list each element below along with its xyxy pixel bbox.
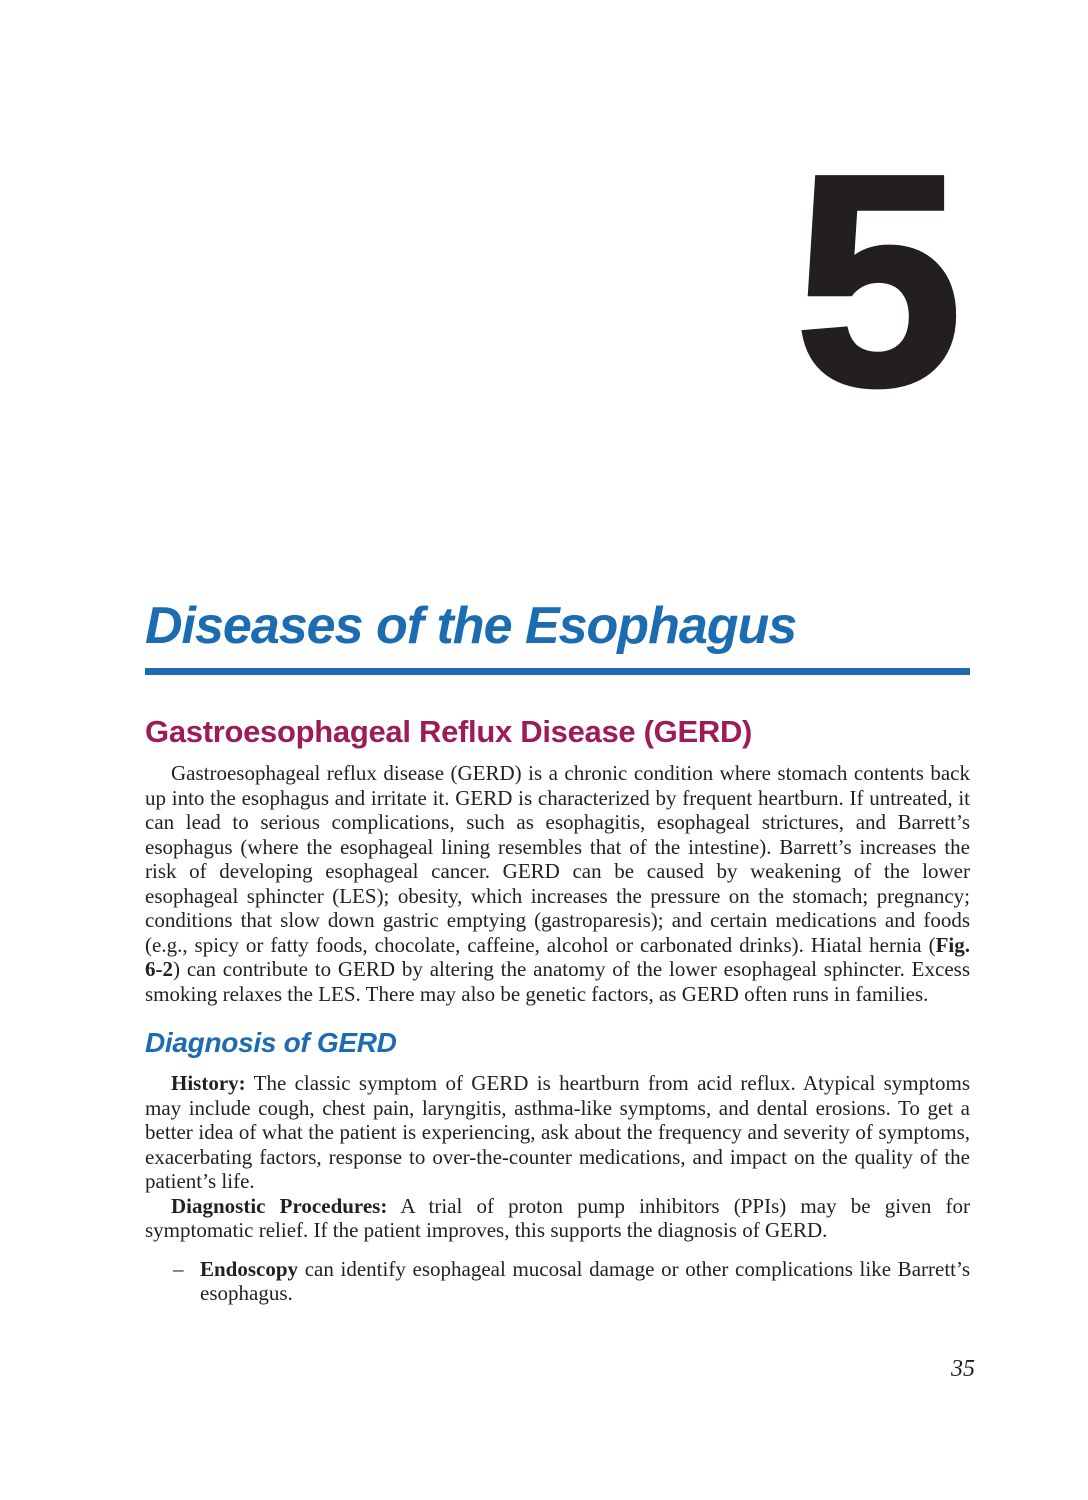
procedures-paragraph (145, 1194, 970, 1243)
history-paragraph (145, 1071, 970, 1194)
chapter-title: Diseases of the Esophagus (145, 597, 797, 655)
procedures-text: A trial of proton pump inhibitors (PPIs) may be given for symptomatic relief. If the patient improves, this supports the diagnosis of GERD. (145, 1193, 971, 1243)
intro-text-part2: ) can contribute to GERD by altering the anatomy of the lower esophageal sphincter. Excess smoking relaxes the LES. There may also be genetic factors, as GERD often runs in families. (145, 957, 970, 1006)
title-double-rule (145, 668, 970, 675)
page-number: 35 (951, 1356, 975, 1382)
diagnostics-list (145, 1257, 970, 1306)
intro-text-part1: Gastroesophageal reflux disease (GERD) is a chronic condition where stomach contents back up into the esophagus and irritate it. GERD is characterized by frequent heartburn. If untreated, it can lead to serious complications, such as esophagitis, esophageal strictures, and Barrett’s esophagus (where the esophageal lining resembles that of the intestine). Barrett’s increases the risk of developing esophageal cancer. GERD can be caused by weakening of the lower esophageal sphincter (LES); obesity, which increases the pressure on the stomach; pregnancy; conditions that slow down gastric emptying (gastroparesis); and certain medications and foods (e.g., spicy or fatty foods, chocolate, caffeine, alcohol or carbonated drinks). Hiatal hernia ( (145, 761, 970, 957)
list-item (145, 1257, 970, 1306)
figure-reference: Fig. 6-2 (145, 932, 970, 982)
history-lead-in: History: (171, 1071, 246, 1096)
list-item-text (200, 1257, 970, 1306)
history-text: The classic symptom of GERD is heartburn from acid reflux. Atypical symptoms may include cough, chest pain, laryngitis, asthma-like symptoms, and dental erosions. To get a better idea of what the patient is experiencing, ask about the frequency and severity of symptoms, exacerbating factors, response to over-the-counter medications, and impact on the quality of the patient’s life. (145, 1071, 970, 1194)
chapter-number: 5 (795, 112, 956, 448)
procedures-lead-in: Diagnostic Procedures: (171, 1193, 388, 1218)
endoscopy-lead-in: Endoscopy (200, 1256, 299, 1281)
dash-bullet: – (173, 1256, 184, 1281)
section-heading-gerd: Gastroesophageal Reflux Disease (GERD) (145, 714, 753, 750)
endoscopy-text: can identify esophageal mucosal damage or other complications like Barrett’s esophagus. (200, 1256, 970, 1306)
intro-paragraph (145, 761, 970, 1006)
text-column (145, 598, 970, 1306)
subheading-diagnosis: Diagnosis of GERD (145, 1027, 397, 1059)
